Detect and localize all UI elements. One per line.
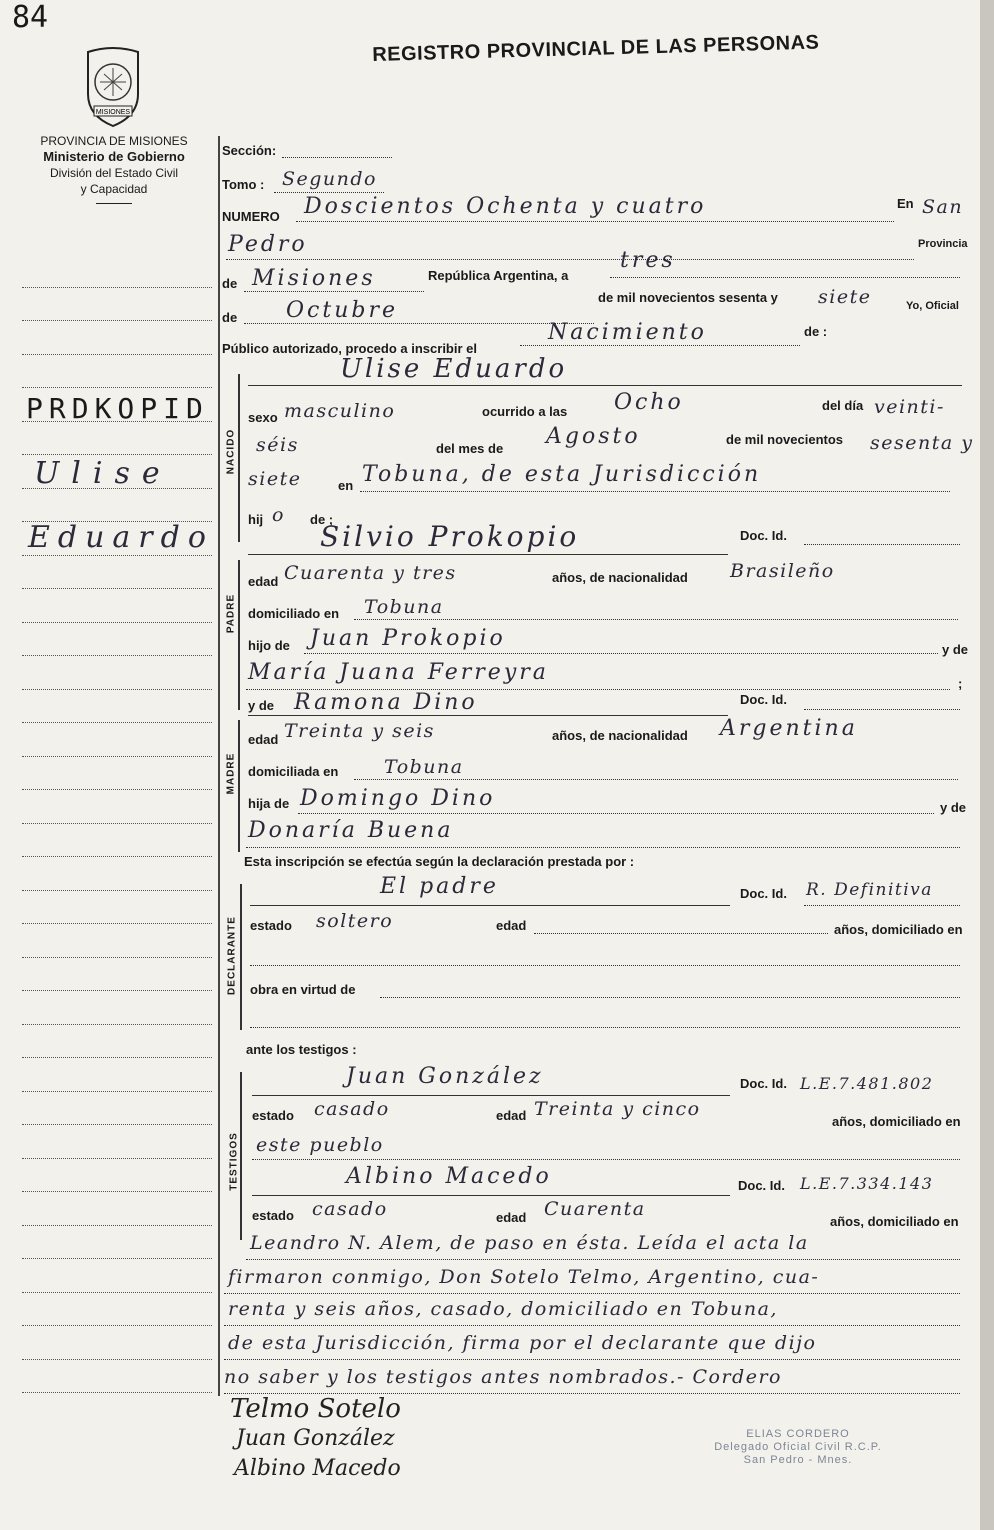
testigo-1-name: Juan González bbox=[346, 1064, 544, 1089]
margin-divider bbox=[218, 136, 220, 1396]
mes-label: del mes de bbox=[436, 441, 504, 456]
margin-name-1: Ulise bbox=[34, 456, 172, 491]
testigos-label: TESTIGOS bbox=[228, 1132, 240, 1191]
nacido-rule bbox=[238, 374, 240, 542]
ministry-line-2: Ministerio de Gobierno bbox=[43, 149, 185, 164]
note-line-3-rule bbox=[224, 1324, 960, 1326]
note-line-5: no saber y los testigos antes nombrados.- Cordero bbox=[224, 1366, 782, 1388]
dia-value-2: séis bbox=[256, 434, 299, 456]
padre-father-line bbox=[304, 652, 938, 654]
testigo-1-doc: L.E.7.481.802 bbox=[800, 1074, 934, 1093]
obra-line-1 bbox=[380, 996, 960, 998]
testigo-1-edad-label: edad bbox=[496, 1108, 527, 1123]
obra-label: obra en virtud de bbox=[250, 982, 356, 997]
padre-nac-label: años, de nacionalidad bbox=[552, 570, 688, 585]
testigo-1-doc-label: Doc. Id. bbox=[740, 1076, 787, 1091]
declarante-doc-label: Doc. Id. bbox=[740, 886, 787, 901]
madre-edad-value: Treinta y seis bbox=[284, 720, 435, 742]
madre-y-de-label: y de bbox=[940, 800, 967, 815]
testigo-2-dom-label: años, domiciliado en bbox=[830, 1214, 959, 1229]
signature-declarante: Telmo Sotelo bbox=[230, 1394, 401, 1424]
note-line-1: Leandro N. Alem, de paso en ésta. Leída el acta la bbox=[250, 1232, 809, 1254]
sexo-label: sexo bbox=[248, 410, 278, 425]
seccion-label: Sección: bbox=[222, 143, 277, 158]
tomo-value: Segundo bbox=[282, 168, 377, 190]
declarante-name: El padre bbox=[380, 874, 499, 899]
padre-edad-value: Cuarenta y tres bbox=[284, 562, 457, 584]
tomo-line bbox=[274, 191, 384, 193]
stamp-line-3: San Pedro - Mnes. bbox=[743, 1454, 853, 1466]
note-line-2: firmaron conmigo, Don Sotelo Telmo, Argentino, cua- bbox=[228, 1266, 820, 1288]
note-line-3: renta y seis años, casado, domiciliado en Tobuna, bbox=[228, 1298, 778, 1320]
testigos-rule bbox=[240, 1072, 242, 1240]
note-line-4-rule bbox=[224, 1358, 960, 1360]
provincial-seal-icon bbox=[80, 46, 146, 128]
ocurrido-label: ocurrido a las bbox=[482, 404, 568, 419]
day-value: tres bbox=[620, 248, 676, 273]
tomo-label: Tomo : bbox=[222, 177, 265, 192]
madre-yde-label: y de bbox=[248, 698, 275, 713]
page-title: REGISTRO PROVINCIAL DE LAS PERSONAS bbox=[372, 31, 820, 66]
obra-line-2 bbox=[250, 1026, 960, 1028]
testigo-1-edad: Treinta y cinco bbox=[534, 1098, 701, 1120]
madre-hija-label: hija de bbox=[248, 796, 290, 811]
padre-name: Silvio Prokopio bbox=[320, 520, 580, 553]
city-line bbox=[226, 258, 914, 260]
madre-name-line bbox=[248, 714, 728, 716]
ministry-line-4: y Capacidad bbox=[80, 182, 148, 196]
year-value: siete bbox=[818, 286, 872, 308]
testigo-2-edad: Cuarenta bbox=[544, 1198, 646, 1220]
dia-label: del día bbox=[822, 398, 864, 413]
nacido-name: Ulise Eduardo bbox=[340, 354, 568, 384]
testigo-1-dom-line bbox=[252, 1158, 960, 1160]
ministry-line-3: División del Estado Civil bbox=[49, 166, 179, 180]
madre-edad-label: edad bbox=[248, 732, 279, 747]
testigo-2-name-line bbox=[252, 1194, 730, 1196]
official-stamp bbox=[698, 1428, 898, 1467]
margin-name-2: Eduardo bbox=[28, 520, 214, 555]
de-label: de bbox=[222, 276, 238, 291]
padre-hijo-label: hijo de bbox=[248, 638, 290, 653]
testigo-1-dom-label: años, domiciliado en bbox=[832, 1114, 961, 1129]
hora-value: Ocho bbox=[614, 390, 684, 415]
declarante-edad-line bbox=[534, 932, 828, 934]
lugar-value: Tobuna, de esta Jurisdicción bbox=[362, 462, 762, 487]
note-line-2-rule bbox=[224, 1292, 960, 1294]
page-number: 84 bbox=[12, 0, 49, 35]
note-line-1-rule bbox=[246, 1258, 960, 1260]
seccion-line bbox=[282, 156, 392, 158]
declarante-label: DECLARANTE bbox=[226, 916, 238, 995]
stamp-line-1: ELIAS CORDERO bbox=[746, 1428, 850, 1440]
testigo-2-estado: casado bbox=[312, 1198, 388, 1220]
madre-dom-line bbox=[354, 778, 958, 780]
en-label: En bbox=[897, 196, 914, 211]
padre-dom-value: Tobuna bbox=[364, 596, 444, 618]
declarante-name-line bbox=[250, 904, 730, 906]
madre-father-value: Domingo Dino bbox=[300, 786, 496, 811]
mes-value: Agosto bbox=[546, 424, 641, 449]
republica-label: República Argentina, a bbox=[428, 268, 569, 283]
madre-mother-line bbox=[246, 846, 960, 848]
madre-father-line bbox=[298, 812, 934, 814]
month-line bbox=[244, 322, 594, 324]
hij-label: hij bbox=[248, 512, 264, 527]
declarante-intro: Esta inscripción se efectúa según la declaración prestada por : bbox=[244, 854, 635, 869]
acta-line bbox=[520, 344, 800, 346]
testigo-2-name: Albino Macedo bbox=[346, 1164, 552, 1189]
declarante-doc-value: R. Definitiva bbox=[806, 880, 933, 900]
testigo-1-name-line bbox=[252, 1094, 730, 1096]
lugar-en-label: en bbox=[338, 478, 354, 493]
declarante-dom-line bbox=[250, 964, 960, 966]
provincia-label: Provincia bbox=[918, 238, 968, 250]
madre-dom-label: domiciliada en bbox=[248, 764, 339, 779]
declarante-doc-line bbox=[804, 904, 960, 906]
padre-semicolon: ; bbox=[958, 676, 963, 691]
madre-mother-value: Donaría Buena bbox=[248, 818, 454, 843]
testigo-2-estado-label: estado bbox=[252, 1208, 294, 1223]
padre-rule bbox=[238, 560, 240, 710]
declarante-edad-label: edad bbox=[496, 918, 527, 933]
padre-dom-label: domiciliado en bbox=[248, 606, 340, 621]
padre-nac-value: Brasileño bbox=[730, 560, 835, 582]
padre-y-de-label: y de bbox=[942, 642, 969, 657]
city-value-2: Pedro bbox=[228, 232, 308, 257]
testigos-intro: ante los testigos : bbox=[246, 1042, 357, 1057]
note-line-4: de esta Jurisdicción, firma por el declarante que dijo bbox=[228, 1332, 817, 1354]
padre-name-line bbox=[248, 553, 728, 555]
day-line bbox=[610, 276, 960, 278]
padre-label: PADRE bbox=[225, 593, 237, 634]
publico-label: Público autorizado, procedo a inscribir el bbox=[222, 341, 477, 356]
testigo-1-estado: casado bbox=[314, 1098, 390, 1120]
declarante-dom-label: años, domiciliado en bbox=[834, 922, 963, 937]
numero-line bbox=[296, 220, 894, 222]
padre-doc-line bbox=[804, 543, 960, 545]
anio-label: de mil novecientos bbox=[726, 432, 844, 447]
padre-doc-label: Doc. Id. bbox=[740, 528, 787, 543]
hij-de-label: de ; bbox=[310, 512, 334, 527]
numero-label: NUMERO bbox=[222, 209, 280, 224]
nacido-name-line bbox=[248, 384, 962, 386]
padre-edad-label: edad bbox=[248, 574, 279, 589]
signature-testigo-2: Albino Macedo bbox=[234, 1456, 401, 1481]
numero-value: Doscientos Ochenta y cuatro bbox=[304, 194, 707, 219]
madre-nac-value: Argentina bbox=[720, 716, 858, 741]
anio-value-2: siete bbox=[248, 468, 302, 490]
ministry-rule bbox=[96, 203, 132, 204]
nacido-label: NACIDO bbox=[225, 428, 237, 475]
stamp-line-2: Delegado Oficial Civil R.C.P. bbox=[714, 1441, 882, 1453]
madre-name: Ramona Dino bbox=[294, 690, 478, 715]
province-line bbox=[244, 290, 424, 292]
madre-dom-value: Tobuna bbox=[384, 756, 464, 778]
declarante-rule bbox=[240, 884, 242, 1030]
seal-text: MISIONES bbox=[95, 109, 131, 116]
de2-label: de bbox=[222, 310, 238, 325]
acta-value: Nacimiento bbox=[548, 320, 707, 345]
padre-dom-line bbox=[354, 618, 958, 620]
province-value: Misiones bbox=[252, 266, 376, 291]
declarante-estado-value: soltero bbox=[316, 910, 394, 932]
sexo-value: masculino bbox=[284, 400, 396, 422]
margin-surname: PRDKOPID bbox=[26, 392, 209, 425]
ministry-block bbox=[18, 133, 210, 204]
testigo-2-doc: L.E.7.334.143 bbox=[800, 1174, 934, 1193]
oficial-label: Yo, Oficial bbox=[906, 300, 959, 312]
de3-label: de : bbox=[804, 324, 828, 339]
madre-nac-label: años, de nacionalidad bbox=[552, 728, 688, 743]
madre-rule bbox=[238, 720, 240, 852]
city-value-1: San bbox=[922, 196, 964, 218]
ministry-line-1: PROVINCIA DE MISIONES bbox=[40, 134, 188, 148]
padre-father-value: Juan Prokopio bbox=[310, 626, 506, 651]
anio-value-1: sesenta y bbox=[870, 432, 974, 454]
madre-label: MADRE bbox=[225, 752, 237, 795]
signature-testigo-1: Juan González bbox=[236, 1426, 395, 1451]
month-value: Octubre bbox=[286, 298, 398, 323]
testigo-1-dom: este pueblo bbox=[256, 1134, 384, 1156]
testigo-2-doc-label: Doc. Id. bbox=[738, 1178, 785, 1193]
lugar-line bbox=[360, 490, 950, 492]
testigo-2-edad-label: edad bbox=[496, 1210, 527, 1225]
madre-doc-label: Doc. Id. bbox=[740, 692, 787, 707]
madre-doc-line bbox=[804, 708, 960, 710]
year-label: de mil novecientos sesenta y bbox=[598, 290, 778, 305]
testigo-1-estado-label: estado bbox=[252, 1108, 294, 1123]
hij-value: o bbox=[272, 504, 285, 526]
dia-value-1: veinti- bbox=[874, 396, 945, 418]
declarante-estado-label: estado bbox=[250, 918, 292, 933]
padre-mother-value: María Juana Ferreyra bbox=[248, 660, 549, 685]
